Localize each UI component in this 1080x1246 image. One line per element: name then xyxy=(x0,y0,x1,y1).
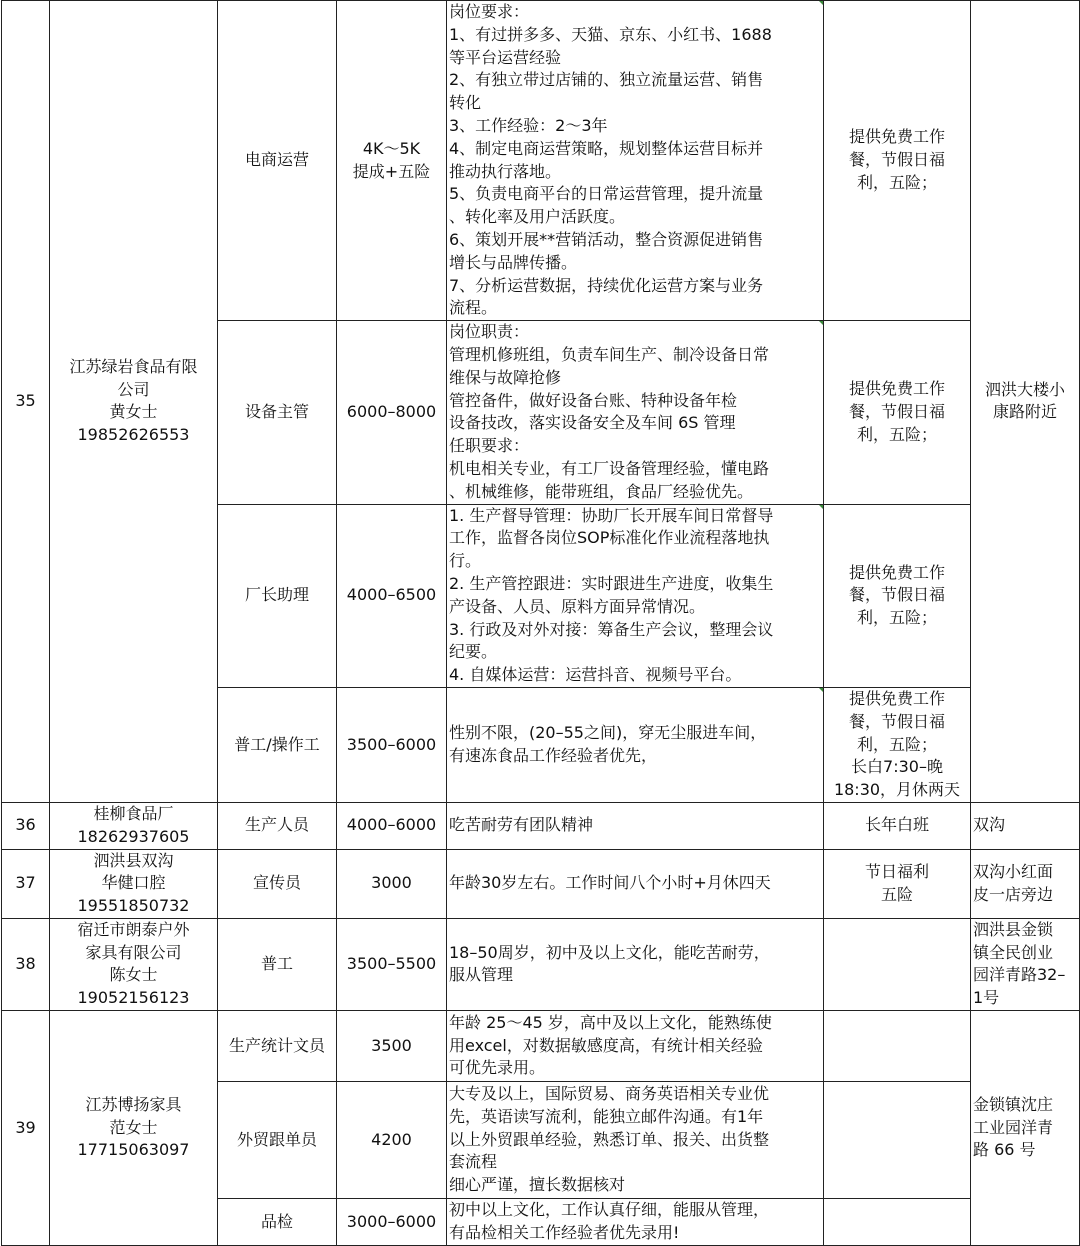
job-title-line: 设备主管 xyxy=(244,401,309,421)
company-info-line: 陈女士 xyxy=(109,965,158,985)
row-number: 39 xyxy=(2,1011,50,1246)
benefits xyxy=(824,849,971,918)
job-description-line: 年龄 25～45 岁，高中及以上文化，能熟练使 xyxy=(449,1012,772,1032)
job-listings-table xyxy=(1,0,1080,1246)
benefits-line: 餐，节假日福 xyxy=(848,401,945,421)
salary-line: 3500–6000 xyxy=(346,734,437,754)
benefits-line: 餐，节假日福 xyxy=(848,150,945,170)
job-description-line: 产设备、人员、原料方面异常情况。 xyxy=(449,596,706,616)
job-description-line: 3、工作经验：2～3年 xyxy=(449,115,608,135)
work-address-line: 皮一店旁边 xyxy=(973,884,1054,904)
salary xyxy=(337,802,447,849)
work-address-line: 泗洪大楼小 xyxy=(984,379,1065,399)
benefits-line: 餐，节假日福 xyxy=(848,711,945,731)
job-description-line: 用excel，对数据敏感度高，有统计相关经验 xyxy=(449,1035,763,1055)
benefits-line: 节日福利 xyxy=(864,861,929,881)
company-info-line: 19551850732 xyxy=(77,896,190,916)
company-info-line: 19052156123 xyxy=(77,988,190,1008)
job-title xyxy=(218,1,337,321)
job-description xyxy=(447,802,824,849)
job-title-line: 生产人员 xyxy=(244,815,309,835)
benefits-line: 提供免费工作 xyxy=(848,562,945,582)
benefits xyxy=(824,687,971,802)
job-description-line: 岗位要求： xyxy=(449,2,530,21)
company-info-line: 范女士 xyxy=(109,1117,158,1137)
job-description-line: 4、制定电商运营策略，规划整体运营目标并 xyxy=(449,138,764,158)
job-description-line: 行。 xyxy=(449,551,482,571)
work-address xyxy=(971,918,1080,1010)
job-description-line: 1. 生产督导管理：协助厂长开展车间日常督导 xyxy=(449,505,774,525)
company-info xyxy=(50,1,218,803)
benefits xyxy=(824,802,971,849)
job-title-line: 电商运营 xyxy=(244,150,309,170)
company-info-line: 泗洪县双沟 xyxy=(93,850,174,870)
company-info-line: 宿迁市朗泰户外 xyxy=(77,919,190,939)
benefits-line: 利，五险； xyxy=(856,608,937,628)
row-number: 36 xyxy=(2,802,50,849)
job-description xyxy=(447,849,824,918)
benefits-line: 提供免费工作 xyxy=(848,688,945,708)
company-info xyxy=(50,918,218,1010)
job-description-line: 2. 生产管控跟进：实时跟进生产进度，收集生 xyxy=(449,573,774,593)
company-info-line: 江苏绿岩食品有限 xyxy=(69,356,198,376)
job-description-line: 先，英语读写流利，能独立邮件沟通。有1年 xyxy=(449,1106,764,1126)
benefits-line: 利，五险； xyxy=(856,172,937,192)
benefits-line: 18:30，月休两天 xyxy=(833,780,961,800)
work-address-line: 双沟 xyxy=(973,815,1006,835)
work-address-line: 1号 xyxy=(973,988,1000,1008)
job-description-line: 年龄30岁左右。工作时间八个小时+月休四天 xyxy=(449,873,771,893)
company-info-line: 桂柳食品厂 xyxy=(93,803,174,823)
work-address-line: 双沟小红面 xyxy=(973,861,1054,881)
salary xyxy=(337,1199,447,1246)
benefits-line: 利，五险； xyxy=(856,734,937,754)
job-description xyxy=(447,1199,824,1246)
row-number: 38 xyxy=(2,918,50,1010)
work-address-line: 路 66 号 xyxy=(973,1140,1036,1160)
company-info-line: 19852626553 xyxy=(77,425,190,445)
job-title xyxy=(218,321,337,504)
job-title-line: 外贸跟单员 xyxy=(236,1129,317,1149)
job-description-line: 性别不限，(20–55之间)，穿无尘服进车间， xyxy=(449,723,767,743)
table-row xyxy=(2,1,1080,321)
job-description-line: 等平台运营经验 xyxy=(449,47,562,67)
job-description xyxy=(447,918,824,1010)
job-title xyxy=(218,802,337,849)
company-info xyxy=(50,1011,218,1246)
job-description-line: 纪要。 xyxy=(449,642,498,662)
job-description-line: 5、负责电商平台的日常运营管理，提升流量 xyxy=(449,184,764,204)
job-title-line: 普工 xyxy=(260,954,293,974)
work-address-line: 金锁镇沈庄 xyxy=(973,1094,1054,1114)
job-description-line: 有速冻食品工作经验者优先， xyxy=(449,745,658,765)
benefits xyxy=(824,1011,971,1082)
salary-line: 4200 xyxy=(371,1129,412,1149)
job-description xyxy=(447,504,824,687)
job-description-line: 维保与故障抢修 xyxy=(449,367,562,387)
salary-line: 3500–5500 xyxy=(346,954,437,974)
job-description-line: 、机械维修，能带班组，食品厂经验优先。 xyxy=(449,481,754,501)
salary xyxy=(337,918,447,1010)
job-description-line: 可优先录用。 xyxy=(449,1058,546,1078)
job-title xyxy=(218,1082,337,1199)
table-row xyxy=(2,918,1080,1010)
salary xyxy=(337,687,447,802)
job-description-line: 岗位职责： xyxy=(449,322,530,342)
job-title xyxy=(218,918,337,1010)
benefits xyxy=(824,321,971,504)
benefits-line: 利，五险； xyxy=(856,424,937,444)
benefits-line: 提供免费工作 xyxy=(848,127,945,147)
job-title-line: 品检 xyxy=(260,1211,293,1231)
job-description-line: 管控备件，做好设备台账、特种设备年检 xyxy=(449,390,738,410)
job-description-line: 有品检相关工作经验者优先录用! xyxy=(449,1223,680,1243)
job-title-line: 宣传员 xyxy=(252,873,301,893)
table-row xyxy=(2,802,1080,849)
job-description xyxy=(447,1011,824,1082)
company-info-line: 18262937605 xyxy=(77,826,190,846)
job-description xyxy=(447,1,824,321)
job-description-line: 流程。 xyxy=(449,298,498,318)
row-number: 37 xyxy=(2,849,50,918)
company-info-line: 17715063097 xyxy=(77,1140,190,1160)
job-description-line: 7、分析运营数据，持续优化运营方案与业务 xyxy=(449,275,764,295)
job-description-line: 推动执行落地。 xyxy=(449,161,562,181)
work-address xyxy=(971,1,1080,803)
job-description-line: 3. 行政及对外对接：筹备生产会议，整理会议 xyxy=(449,619,774,639)
benefits xyxy=(824,1199,971,1246)
salary-line: 提成+五险 xyxy=(352,161,431,181)
company-info-line: 江苏博扬家具 xyxy=(85,1094,182,1114)
job-description-line: 18–50周岁，初中及以上文化，能吃苦耐劳， xyxy=(449,942,770,962)
work-address xyxy=(971,849,1080,918)
salary-line: 4000–6500 xyxy=(346,585,437,605)
salary-line: 3000 xyxy=(371,873,412,893)
benefits xyxy=(824,504,971,687)
salary-line: 3500 xyxy=(371,1035,412,1055)
salary-line: 4000–6000 xyxy=(346,815,437,835)
salary-line: 4K～5K xyxy=(362,138,421,158)
job-description-line: 吃苦耐劳有团队精神 xyxy=(449,815,594,835)
job-description-line: 套流程 xyxy=(449,1152,498,1172)
job-description-line: 初中以上文化，工作认真仔细，能服从管理， xyxy=(449,1200,770,1220)
salary-line: 3000–6000 xyxy=(346,1211,437,1231)
company-info-line: 公司 xyxy=(117,379,150,399)
benefits xyxy=(824,918,971,1010)
job-title xyxy=(218,687,337,802)
job-description-line: 转化 xyxy=(449,93,482,113)
job-description-line: 管理机修班组，负责车间生产、制冷设备日常 xyxy=(449,344,770,364)
job-listings-body xyxy=(2,1,1080,1246)
job-description-line: 、转化率及用户活跃度。 xyxy=(449,207,626,227)
job-title-line: 生产统计文员 xyxy=(228,1035,325,1055)
table-row xyxy=(2,849,1080,918)
salary xyxy=(337,849,447,918)
job-title-line: 普工/操作工 xyxy=(234,734,320,754)
benefits-line: 餐，节假日福 xyxy=(848,585,945,605)
job-title xyxy=(218,504,337,687)
job-description-line: 细心严谨，擅长数据核对 xyxy=(449,1175,626,1195)
work-address-line: 园洋青路32– xyxy=(973,965,1066,985)
job-title-line: 厂长助理 xyxy=(244,585,309,605)
salary xyxy=(337,504,447,687)
job-description-line: 1、有过拼多多、天猫、京东、小红书、1688 xyxy=(449,24,772,44)
job-description xyxy=(447,687,824,802)
salary xyxy=(337,1,447,321)
job-description-line: 工作，监督各岗位SOP标准化作业流程落地执 xyxy=(449,528,770,548)
company-info-line: 华健口腔 xyxy=(101,873,166,893)
work-address-line: 镇全民创业 xyxy=(973,942,1054,962)
job-description-line: 大专及以上，国际贸易、商务英语相关专业优 xyxy=(449,1084,770,1104)
company-info xyxy=(50,849,218,918)
benefits-line: 五险 xyxy=(880,884,913,904)
row-number: 35 xyxy=(2,1,50,803)
work-address xyxy=(971,1011,1080,1246)
job-description-line: 任职要求： xyxy=(449,436,530,456)
job-description-line: 设备技改，落实设备安全及车间 6S 管理 xyxy=(449,413,736,433)
salary xyxy=(337,1082,447,1199)
benefits xyxy=(824,1,971,321)
job-title xyxy=(218,849,337,918)
salary xyxy=(337,1011,447,1082)
salary-line: 6000–8000 xyxy=(346,401,437,421)
job-description-line: 以上外贸跟单经验，熟悉订单、报关、出货整 xyxy=(449,1129,770,1149)
work-address-line: 康路附近 xyxy=(992,402,1057,422)
work-address-line: 泗洪县金锁 xyxy=(973,919,1054,939)
job-description-line: 2、有独立带过店铺的、独立流量运营、销售 xyxy=(449,70,764,90)
table-row xyxy=(2,1011,1080,1082)
benefits-line: 长年白班 xyxy=(864,815,929,835)
job-description-line: 4. 自媒体运营：运营抖音、视频号平台。 xyxy=(449,665,742,685)
job-title xyxy=(218,1199,337,1246)
job-description-line: 机电相关专业，有工厂设备管理经验，懂电路 xyxy=(449,458,770,478)
job-description-line: 服从管理 xyxy=(449,965,514,985)
work-address-line: 工业园洋青 xyxy=(973,1117,1054,1137)
job-description xyxy=(447,321,824,504)
work-address xyxy=(971,802,1080,849)
company-info xyxy=(50,802,218,849)
job-description-line: 6、策划开展**营销活动，整合资源促进销售 xyxy=(449,229,764,249)
benefits xyxy=(824,1082,971,1199)
job-description-line: 增长与品牌传播。 xyxy=(449,252,578,272)
company-info-line: 家具有限公司 xyxy=(85,942,182,962)
job-title xyxy=(218,1011,337,1082)
company-info-line: 黄女士 xyxy=(109,402,158,422)
salary xyxy=(337,321,447,504)
benefits-line: 长白7:30–晚 xyxy=(851,757,943,777)
job-description xyxy=(447,1082,824,1199)
benefits-line: 提供免费工作 xyxy=(848,379,945,399)
